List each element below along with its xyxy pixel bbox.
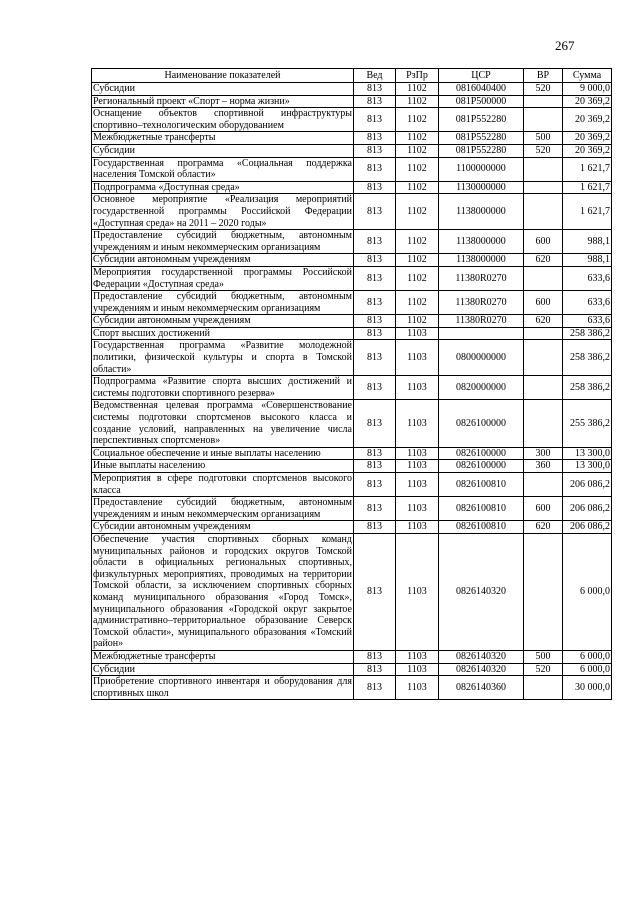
cell-ved: 813 <box>354 650 396 663</box>
cell-name: Межбюджетные трансферты <box>92 650 354 663</box>
cell-vr <box>524 676 563 700</box>
table-row <box>92 327 612 340</box>
cell-sum: 20 369,2 <box>563 95 612 108</box>
table-row <box>92 460 612 473</box>
table-row <box>92 108 612 132</box>
cell-vr <box>524 266 563 290</box>
cell-vr: 600 <box>524 497 563 521</box>
cell-ved: 813 <box>354 291 396 315</box>
cell-rzpr: 1103 <box>396 460 439 473</box>
cell-sum: 988,1 <box>563 254 612 267</box>
cell-csr: 0826100810 <box>439 497 524 521</box>
cell-vr: 520 <box>524 83 563 96</box>
cell-vr: 520 <box>524 663 563 676</box>
cell-vr <box>524 194 563 230</box>
cell-csr: 0826100810 <box>439 473 524 497</box>
cell-ved: 813 <box>354 676 396 700</box>
cell-csr: 1138000000 <box>439 230 524 254</box>
table-row <box>92 376 612 400</box>
cell-name: Обеспечение участия спортивных сборных команд муниципальных районов и городских округов Томской области в официальных региональных спортивных, физкультурных мероприятиях, проводимых на территории Томской области, за исключением спортивных сборных команд муниципального образования «Город Томск», муниципального образования «Городской округ закрытое административно–территориальное образование Северск Томской области», муниципального образования «Томский район» <box>93 533 352 650</box>
cell-sum: 206 086,2 <box>563 521 612 534</box>
cell-ved: 813 <box>354 254 396 267</box>
cell-sum: 988,1 <box>563 230 612 254</box>
cell-sum: 258 386,2 <box>563 376 612 400</box>
cell-ved: 813 <box>354 108 396 132</box>
cell-ved: 813 <box>354 460 396 473</box>
cell-name: Подпрограмма «Развитие спорта высших достижений и системы подготовки спортивного резерва» <box>93 376 352 399</box>
table-row <box>92 400 612 447</box>
cell-name: Субсидии <box>92 83 354 96</box>
cell-csr: 0826100000 <box>439 447 524 460</box>
cell-name: Субсидии автономным учреждениям <box>92 315 354 328</box>
cell-sum: 206 086,2 <box>563 497 612 521</box>
cell-sum: 633,6 <box>563 266 612 290</box>
table-row <box>92 650 612 663</box>
cell-rzpr: 1103 <box>396 327 439 340</box>
cell-vr: 360 <box>524 460 563 473</box>
cell-rzpr: 1103 <box>396 650 439 663</box>
cell-rzpr: 1102 <box>396 315 439 328</box>
cell-ved: 813 <box>354 83 396 96</box>
cell-sum: 9 000,0 <box>563 83 612 96</box>
cell-ved: 813 <box>354 497 396 521</box>
column-header-vr: ВР <box>524 69 563 83</box>
table-row <box>92 144 612 157</box>
table-row <box>92 315 612 328</box>
cell-name: Государственная программа «Социальная поддержка населения Томской области» <box>93 157 352 181</box>
cell-csr: 0826140360 <box>439 676 524 700</box>
cell-name: Спорт высших достижений <box>92 327 354 340</box>
cell-vr: 500 <box>524 650 563 663</box>
cell-csr <box>439 327 524 340</box>
cell-ved: 813 <box>354 521 396 534</box>
cell-name: Субсидии автономным учреждениям <box>92 254 354 267</box>
cell-name: Региональный проект «Спорт – норма жизни» <box>92 95 354 108</box>
cell-csr: 081P552280 <box>439 108 524 132</box>
table-row <box>92 521 612 534</box>
cell-sum: 258 386,2 <box>563 327 612 340</box>
cell-sum: 1 621,7 <box>563 181 612 194</box>
cell-vr <box>524 181 563 194</box>
cell-name: Субсидии <box>92 144 354 157</box>
cell-name: Предоставление субсидий бюджетным, автономным учреждениям и иным некоммерческим организациям <box>93 291 352 314</box>
cell-name: Субсидии <box>92 663 354 676</box>
table-row <box>92 497 612 521</box>
cell-name: Ведомственная целевая программа «Совершенствование системы подготовки спортсменов высокого класса и создание условий, направленных на увеличение числа перспективных спортсменов» <box>93 400 352 447</box>
table-row <box>92 676 612 700</box>
cell-vr <box>524 108 563 132</box>
cell-csr: 081P500000 <box>439 95 524 108</box>
cell-name: Субсидии автономным учреждениям <box>92 521 354 534</box>
cell-vr <box>524 533 563 650</box>
cell-sum: 6 000,0 <box>563 650 612 663</box>
table-row <box>92 266 612 290</box>
cell-sum: 633,6 <box>563 291 612 315</box>
table-row <box>92 194 612 230</box>
cell-csr: 1130000000 <box>439 181 524 194</box>
cell-sum: 206 086,2 <box>563 473 612 497</box>
table-row <box>92 95 612 108</box>
cell-ved: 813 <box>354 194 396 230</box>
cell-rzpr: 1103 <box>396 533 439 650</box>
table-row <box>92 157 612 181</box>
cell-ved: 813 <box>354 327 396 340</box>
cell-rzpr: 1103 <box>396 497 439 521</box>
cell-vr <box>524 473 563 497</box>
table-row <box>92 291 612 315</box>
cell-csr: 081P552280 <box>439 132 524 145</box>
cell-ved: 813 <box>354 315 396 328</box>
cell-sum: 6 000,0 <box>563 533 612 650</box>
cell-ved: 813 <box>354 340 396 376</box>
cell-vr <box>524 400 563 447</box>
cell-ved: 813 <box>354 230 396 254</box>
cell-ved: 813 <box>354 447 396 460</box>
cell-name: Социальное обеспечение и иные выплаты населению <box>92 447 354 460</box>
cell-csr: 0816040400 <box>439 83 524 96</box>
cell-ved: 813 <box>354 144 396 157</box>
cell-sum: 30 000,0 <box>563 676 612 700</box>
cell-ved: 813 <box>354 95 396 108</box>
cell-sum: 258 386,2 <box>563 340 612 376</box>
cell-csr: 0826100810 <box>439 521 524 534</box>
cell-rzpr: 1102 <box>396 157 439 181</box>
cell-csr: 0826100000 <box>439 460 524 473</box>
table-row <box>92 447 612 460</box>
cell-sum: 1 621,7 <box>563 194 612 230</box>
cell-vr: 620 <box>524 521 563 534</box>
cell-vr: 620 <box>524 315 563 328</box>
cell-ved: 813 <box>354 376 396 400</box>
cell-csr: 1100000000 <box>439 157 524 181</box>
table-row <box>92 663 612 676</box>
cell-vr: 500 <box>524 132 563 145</box>
cell-rzpr: 1102 <box>396 132 439 145</box>
cell-csr: 0826140320 <box>439 533 524 650</box>
cell-name: Мероприятия в сфере подготовки спортсменов высокого класса <box>93 473 352 496</box>
cell-sum: 13 300,0 <box>563 447 612 460</box>
cell-rzpr: 1103 <box>396 376 439 400</box>
cell-ved: 813 <box>354 533 396 650</box>
cell-sum: 1 621,7 <box>563 157 612 181</box>
column-header-csr: ЦСР <box>439 69 524 83</box>
column-header-sum: Сумма <box>563 69 612 83</box>
cell-rzpr: 1102 <box>396 95 439 108</box>
cell-rzpr: 1103 <box>396 676 439 700</box>
cell-sum: 6 000,0 <box>563 663 612 676</box>
column-header-rzpr: РзПр <box>396 69 439 83</box>
cell-rzpr: 1102 <box>396 194 439 230</box>
cell-rzpr: 1102 <box>396 254 439 267</box>
table-row <box>92 230 612 254</box>
cell-name: Приобретение спортивного инвентаря и оборудования для спортивных школ <box>93 676 352 699</box>
cell-csr: 0826140320 <box>439 663 524 676</box>
cell-rzpr: 1103 <box>396 340 439 376</box>
cell-csr: 11380R0270 <box>439 291 524 315</box>
cell-vr <box>524 95 563 108</box>
cell-rzpr: 1102 <box>396 144 439 157</box>
cell-rzpr: 1102 <box>396 108 439 132</box>
cell-vr <box>524 340 563 376</box>
table-row <box>92 83 612 96</box>
cell-vr: 600 <box>524 291 563 315</box>
table-row <box>92 473 612 497</box>
cell-sum: 20 369,2 <box>563 144 612 157</box>
cell-name: Основное мероприятие «Реализация мероприятий государственной программы Российской Федерации «Доступная среда» на 2011 – 2020 годы» <box>93 194 352 229</box>
cell-sum: 633,6 <box>563 315 612 328</box>
cell-vr: 300 <box>524 447 563 460</box>
page-number: 267 <box>555 38 575 53</box>
cell-csr: 1138000000 <box>439 254 524 267</box>
cell-vr: 600 <box>524 230 563 254</box>
cell-vr <box>524 327 563 340</box>
table-header-row <box>92 69 612 83</box>
cell-ved: 813 <box>354 266 396 290</box>
cell-csr: 11380R0270 <box>439 266 524 290</box>
cell-sum: 20 369,2 <box>563 132 612 145</box>
cell-vr <box>524 376 563 400</box>
cell-name: Иные выплаты населению <box>92 460 354 473</box>
cell-csr: 0820000000 <box>439 376 524 400</box>
cell-name: Предоставление субсидий бюджетным, автономным учреждениям и иным некоммерческим организациям <box>93 497 352 520</box>
cell-csr: 0800000000 <box>439 340 524 376</box>
cell-rzpr: 1103 <box>396 521 439 534</box>
cell-ved: 813 <box>354 400 396 447</box>
table-row <box>92 340 612 376</box>
cell-vr: 520 <box>524 144 563 157</box>
cell-csr: 081P552280 <box>439 144 524 157</box>
cell-rzpr: 1102 <box>396 83 439 96</box>
table-row <box>92 181 612 194</box>
cell-csr: 11380R0270 <box>439 315 524 328</box>
cell-rzpr: 1103 <box>396 663 439 676</box>
cell-rzpr: 1103 <box>396 400 439 447</box>
cell-csr: 0826140320 <box>439 650 524 663</box>
cell-ved: 813 <box>354 157 396 181</box>
cell-name: Оснащение объектов спортивной инфраструктуры спортивно–технологическим оборудованием <box>93 108 352 131</box>
table-row <box>92 132 612 145</box>
cell-csr: 0826100000 <box>439 400 524 447</box>
table-row <box>92 254 612 267</box>
cell-csr: 1138000000 <box>439 194 524 230</box>
cell-name: Государственная программа «Развитие молодежной политики, физической культуры и спорта в Томской области» <box>93 340 352 375</box>
column-header-name: Наименование показателей <box>92 69 354 83</box>
cell-name: Межбюджетные трансферты <box>92 132 354 145</box>
budget-table <box>91 68 612 700</box>
cell-ved: 813 <box>354 132 396 145</box>
cell-rzpr: 1102 <box>396 230 439 254</box>
cell-rzpr: 1102 <box>396 181 439 194</box>
cell-sum: 255 386,2 <box>563 400 612 447</box>
cell-ved: 813 <box>354 181 396 194</box>
table-row <box>92 533 612 650</box>
cell-name: Предоставление субсидий бюджетным, автономным учреждениям и иным некоммерческим организациям <box>93 230 352 253</box>
column-header-ved: Вед <box>354 69 396 83</box>
cell-name: Мероприятия государственной программы Российской Федерации «Доступная среда» <box>93 266 352 290</box>
cell-vr <box>524 157 563 181</box>
cell-ved: 813 <box>354 473 396 497</box>
cell-sum: 20 369,2 <box>563 108 612 132</box>
cell-sum: 13 300,0 <box>563 460 612 473</box>
cell-rzpr: 1102 <box>396 291 439 315</box>
cell-name: Подпрограмма «Доступная среда» <box>92 181 354 194</box>
cell-ved: 813 <box>354 663 396 676</box>
cell-rzpr: 1102 <box>396 266 439 290</box>
cell-rzpr: 1103 <box>396 447 439 460</box>
cell-rzpr: 1103 <box>396 473 439 497</box>
cell-vr: 620 <box>524 254 563 267</box>
